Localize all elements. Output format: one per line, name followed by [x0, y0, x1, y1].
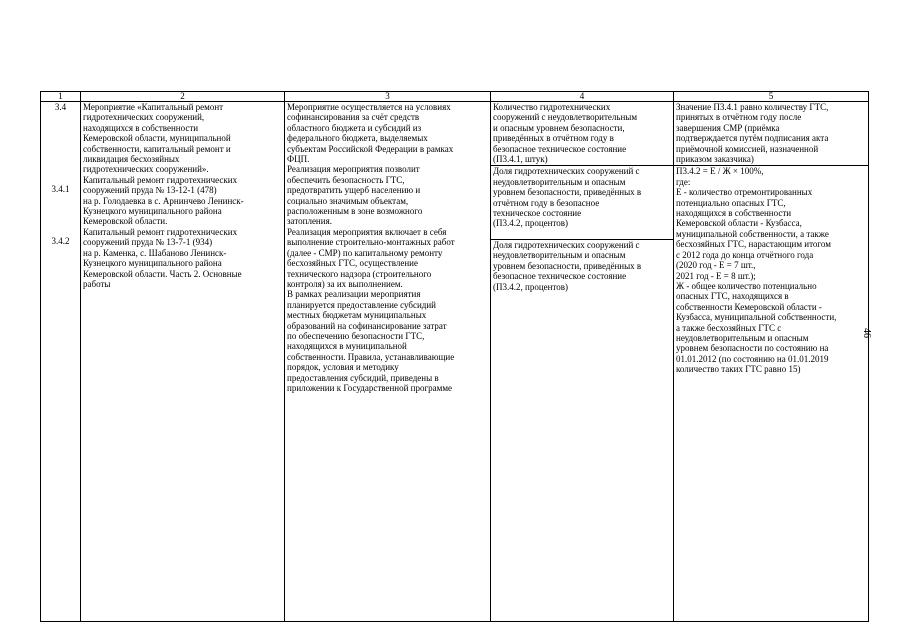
method-p341: Значение П3.4.1 равно количеству ГТС, принятых в отчётном году после завершения СМР (приёмка подтверждается путём подписания акта приёмочной комиссией, назначенной приказом заказчика) — [676, 102, 829, 165]
description-paragraph: Мероприятие осуществляется на условиях софинансирования за счёт средств областного бюджета и субсидий из федерального бюджета, выделяемых субъектам Российской Федерации в рамках ФЦП. — [287, 102, 454, 165]
indicator-block — [491, 239, 673, 292]
table-header-row — [41, 92, 869, 102]
measure-name-cell — [81, 102, 285, 622]
description-paragraph: Реализация мероприятия включает в себя выполнение строительно-монтажных работ (далее - СМР) по капитальному ремонту бесхозяйных ГТС, осуществление технического надзора (строительного контроля) за их выполнением. — [287, 226, 455, 289]
description-paragraph: Реализация мероприятия позволит обеспечить безопасность ГТС, предотвратить ущерб населению и социально значимым объектам, расположенным в зоне возможного затопления. — [287, 164, 423, 227]
column-header: 2 — [81, 92, 285, 102]
sub-measure-1: Капитальный ремонт гидротехнических сооружений пруда № 13-12-1 (478) на р. Голодаевка в с. Арнинчево Ленинск- Кузнецкого муниципального района Кемеровской области. — [83, 174, 244, 227]
row-numbers-cell — [41, 102, 81, 622]
column-header: 4 — [491, 92, 674, 102]
indicator-p342-annual: Доля гидротехнических сооружений с неудовлетворительным и опасным уровнем безопасности, приведённых в отчётном году в безопасное техническое состояние (П3.4.2, процентов) — [493, 166, 642, 229]
indicator-p342-total: Доля гидротехнических сооружений с неудовлетворительным и опасным уровнем безопасности, приведённых в безопасное техническое состояние (П3.4.2, процентов) — [493, 239, 642, 292]
indicator-block — [491, 165, 673, 228]
column-header: 3 — [285, 92, 491, 102]
indicator-p341: Количество гидротехнических сооружений с неудовлетворительным и опасным уровнем безопасности, приведённых в отчётном году в безопасное техническое состояние (П3.4.1, штук) — [493, 102, 638, 165]
column-header: 1 — [41, 92, 81, 102]
measure-title: Мероприятие «Капитальный ремонт гидротехнических сооружений, находящихся в собственности Кемеровской области, муниципальной собственности, капитальный ремонт и ликвидация бесхозяйных гидротехнических сооружений». — [83, 102, 231, 175]
sub-measure-2: Капитальный ремонт гидротехнических сооружений пруда № 13-7-1 (934) на р. Каменка, с. Шабаново Ленинск- Кузнецкого муниципального района Кемеровской области. Часть 2. Основные работы — [83, 226, 242, 289]
indicators-cell — [491, 102, 674, 622]
method-p342: П3.4.2 = Е / Ж × 100%, где: Е - количество отремонтированных потенциально опасных ГТС, находящихся в собственности Кемеровской области - Кузбасса, муниципальной собственности, а также бесхозяйных ГТС, нарастающим итогом с 2012 года до конца отчётного года (2020 год - Е = 7 шт., 2021 год - Е = 8 шт.); Ж - общее количество потенциально опасных ГТС, находящихся в собственности Кемеровской области - Кузбасса, муниципальной собственности, а также бесхозяйных ГТС с неудовлетворительным и опасным уровнем безопасности по состоянию на 01.01.2012 (по состоянию на 01.01.2019 количество таких ГТС равно 15) — [676, 166, 837, 375]
page-number: 46 — [861, 328, 872, 338]
item-number: 3.4.1 — [51, 184, 70, 195]
description-cell — [285, 102, 491, 622]
column-header: 5 — [674, 92, 869, 102]
method-block — [674, 165, 868, 374]
description-paragraph: В рамках реализации мероприятия планируется предоставление субсидий местных бюджетам муниципальных образований на софинансирование затрат по обеспечению безопасности ГТС, находящихся в муниципальной собственности. Правила, устанавливающие порядок, условия и методику предоставления субсидий, приведены в приложении к Государственной программе — [287, 289, 455, 393]
item-number: 3.4 — [54, 102, 67, 112]
measures-table — [40, 91, 869, 622]
methodology-cell — [674, 102, 869, 622]
item-number: 3.4.2 — [51, 235, 70, 246]
table-row — [41, 102, 869, 622]
